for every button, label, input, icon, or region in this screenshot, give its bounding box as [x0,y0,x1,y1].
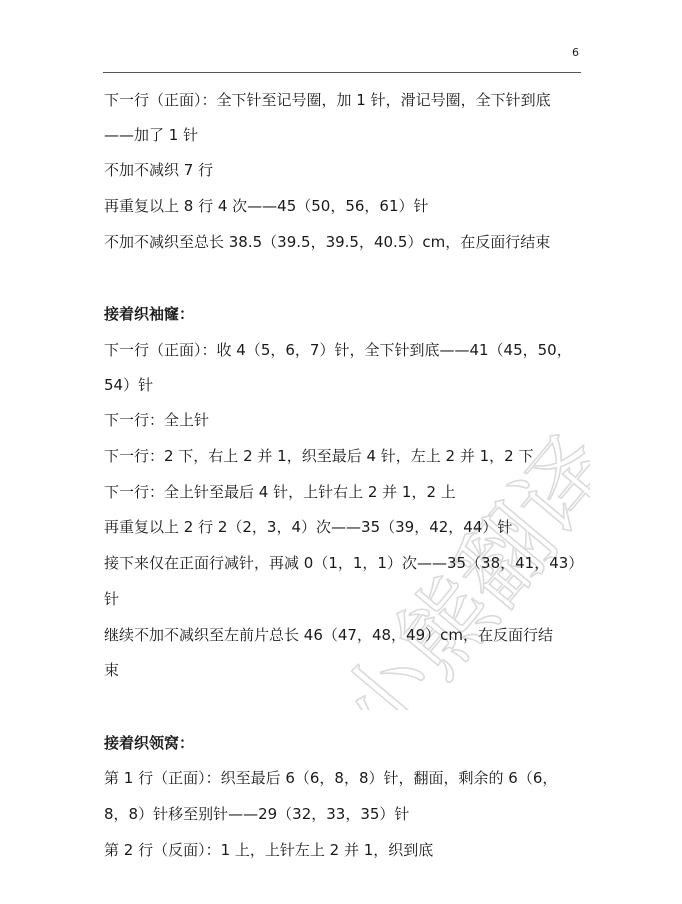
instruction-line: 下一行：全上针至最后 4 针，上针右上 2 并 1，2 上 [104,483,456,501]
instruction-line: 继续不加不减织至左前片总长 46（47，48，49）cm，在反面行结 [104,626,553,644]
instruction-line: 第 1 行（正面）：织至最后 6（6，8，8）针，翻面，剩余的 6（6， [104,769,558,787]
instruction-line: 第 2 行（反面）：1 上，上针左上 2 并 1，织到底 [104,841,434,859]
section-heading-armhole: 接着织袖窿： [104,305,195,323]
instruction-line: 下一行（正面）：全下针至记号圈，加 1 针，滑记号圈，全下针到底 [104,91,551,109]
header-divider [103,72,581,73]
instruction-line: 针 [104,590,120,608]
section-heading-neckline: 接着织领窝： [104,734,195,752]
instruction-line: 不加不减织 7 行 [104,161,214,179]
instruction-line: 8，8）针移至别针——29（32，33，35）针 [104,805,410,823]
instruction-line: 下一行（正面）：收 4（5，6，7）针，全下针到底——41（45，50， [104,341,572,359]
page-number: 6 [572,46,579,59]
instruction-line: 再重复以上 8 行 4 次——45（50，56，61）针 [104,197,429,215]
instruction-line: 下一行：2 下，右上 2 并 1，织至最后 4 针，左上 2 并 1，2 下 [104,447,534,465]
instruction-line: 接下来仅在正面行减针，再减 0（1，1，1）次——35（38，41，43） [104,554,584,572]
instruction-line: ——加了 1 针 [104,126,199,144]
instruction-line: 下一行：全上针 [104,411,210,429]
instruction-line: 不加不减织至总长 38.5（39.5，39.5，40.5）cm，在反面行结束 [104,233,551,251]
watermark-text: 小熊翻译 [316,416,590,710]
instruction-line: 再重复以上 2 行 2（2，3，4）次——35（39，42，44）针 [104,518,513,536]
instruction-line: 束 [104,661,120,679]
instruction-line: 54）针 [104,376,154,394]
